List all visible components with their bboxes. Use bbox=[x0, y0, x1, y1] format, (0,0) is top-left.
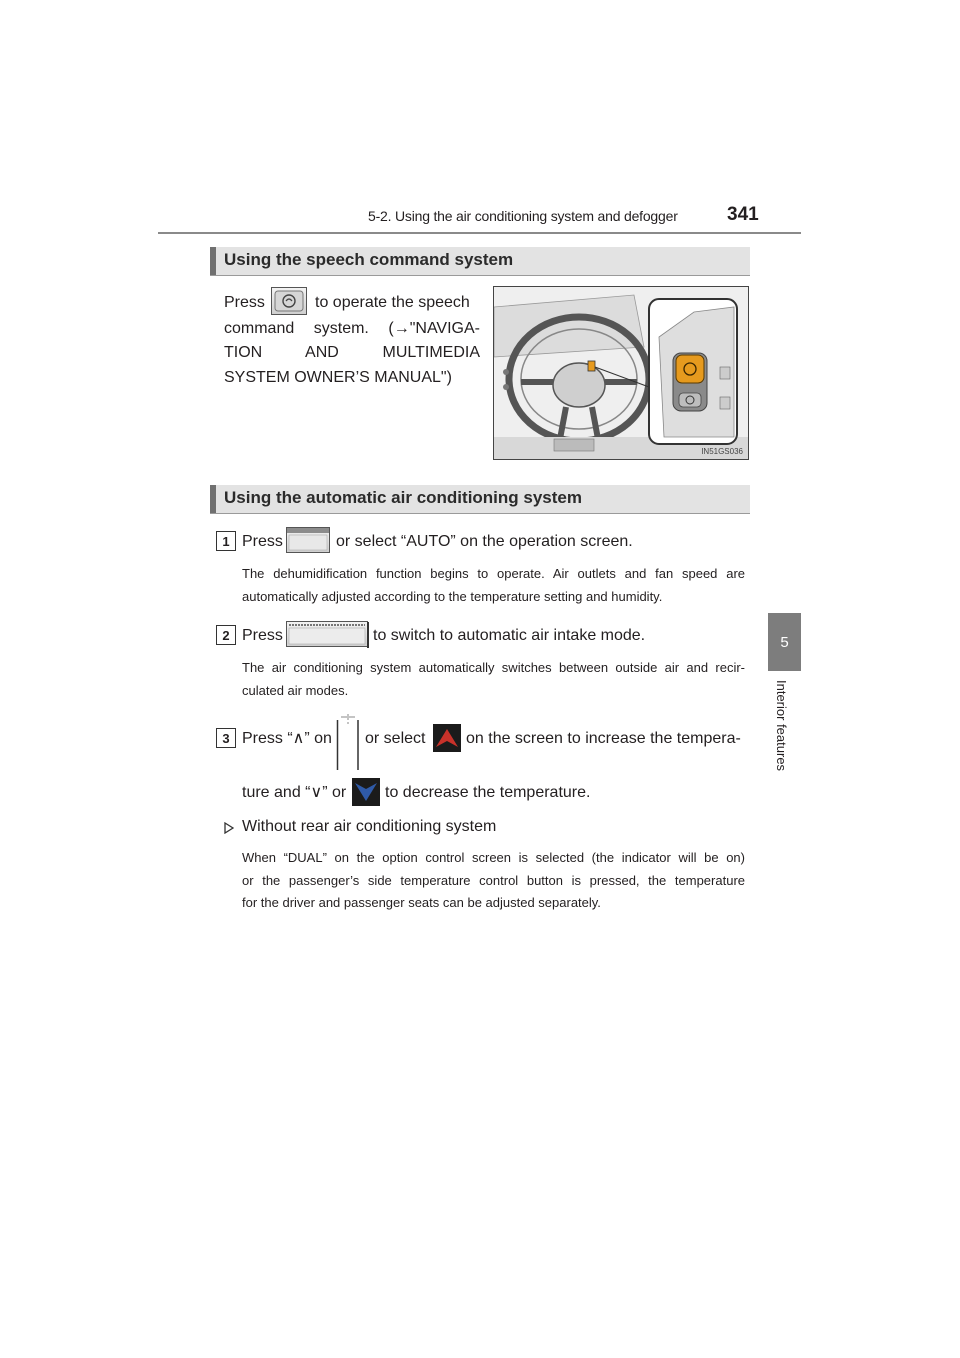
section-heading-speech bbox=[210, 247, 750, 275]
step1-note-line2: automatically adjusted according to the temperature setting and humidity. bbox=[242, 589, 663, 604]
sub-note-line1: When “DUAL” on the option control screen is selected (the indicator will be on) bbox=[242, 850, 745, 865]
sub-note-line3: for the driver and passenger seats can be adjusted separately. bbox=[242, 895, 601, 910]
step1-note-line1: The dehumidification function begins to operate. Air outlets and fan speed are bbox=[242, 566, 745, 581]
image-code: IN51GS036 bbox=[701, 447, 743, 456]
temp-up-screen-button bbox=[433, 724, 461, 752]
sub-note-line2: or the passenger’s side temperature control button is pressed, the temperature bbox=[242, 873, 745, 888]
page-number: 341 bbox=[727, 204, 759, 225]
triangle-bullet-icon bbox=[224, 821, 234, 839]
temperature-switch bbox=[336, 714, 360, 770]
section-rule bbox=[210, 513, 750, 514]
air-intake-icon bbox=[287, 622, 367, 646]
step3-rest: on the screen to increase the tempera- bbox=[466, 730, 741, 747]
step-number-3: 3 bbox=[216, 728, 236, 748]
chapter-tab: 5 bbox=[768, 613, 801, 671]
button-edge bbox=[367, 622, 369, 648]
step3-line2-b: to decrease the temperature. bbox=[385, 784, 591, 801]
step3-line2-a: ture and “∨” or bbox=[242, 784, 347, 801]
speech-line4: SYSTEM OWNER’S MANUAL") bbox=[224, 369, 452, 386]
section-heading-auto-text: Using the automatic air conditioning system bbox=[224, 488, 582, 507]
section-heading-speech-text: Using the speech command system bbox=[224, 250, 514, 269]
running-header: 5-2. Using the air conditioning system and defogger bbox=[368, 208, 678, 224]
section-rule bbox=[210, 275, 750, 276]
speech-line3: TION AND MULTIMEDIA bbox=[224, 344, 480, 361]
header-rule bbox=[158, 232, 801, 234]
temp-down-icon bbox=[352, 778, 380, 806]
auto-button-icon bbox=[287, 528, 329, 552]
section-heading-auto bbox=[210, 485, 750, 513]
step-number-2: 2 bbox=[216, 625, 236, 645]
step2-note-line2: culated air modes. bbox=[242, 683, 349, 698]
speech-press-label: Press bbox=[224, 294, 265, 311]
step-number-1: 1 bbox=[216, 531, 236, 551]
step2-note-line1: The air conditioning system automatically switches between outside air and recir- bbox=[242, 660, 745, 675]
steering-wheel-illustration bbox=[493, 286, 749, 460]
step1-press-label: Press bbox=[242, 533, 283, 550]
auto-button bbox=[286, 527, 330, 553]
speech-line2: command system. (→"NAVIGA- bbox=[224, 320, 480, 337]
step3-press-label: Press “∧” on bbox=[242, 730, 332, 747]
temperature-switch-icon bbox=[336, 714, 360, 770]
step1-rest: or select “AUTO” on the operation screen. bbox=[336, 533, 633, 550]
step2-rest: to switch to automatic air intake mode. bbox=[373, 627, 646, 644]
talk-button bbox=[271, 287, 307, 315]
subheading-rear-ac: Without rear air conditioning system bbox=[242, 818, 497, 835]
speech-line1-rest: to operate the speech bbox=[315, 294, 470, 311]
steering-wheel-drawing bbox=[494, 287, 748, 459]
talk-icon bbox=[272, 288, 306, 314]
step2-press-label: Press bbox=[242, 627, 283, 644]
temp-down-screen-button bbox=[352, 778, 380, 806]
chapter-title bbox=[771, 680, 791, 790]
chapter-title-text: Interior features bbox=[774, 680, 789, 772]
step3-mid: or select bbox=[365, 730, 426, 747]
air-intake-button bbox=[286, 621, 368, 647]
temp-up-icon bbox=[433, 724, 461, 752]
